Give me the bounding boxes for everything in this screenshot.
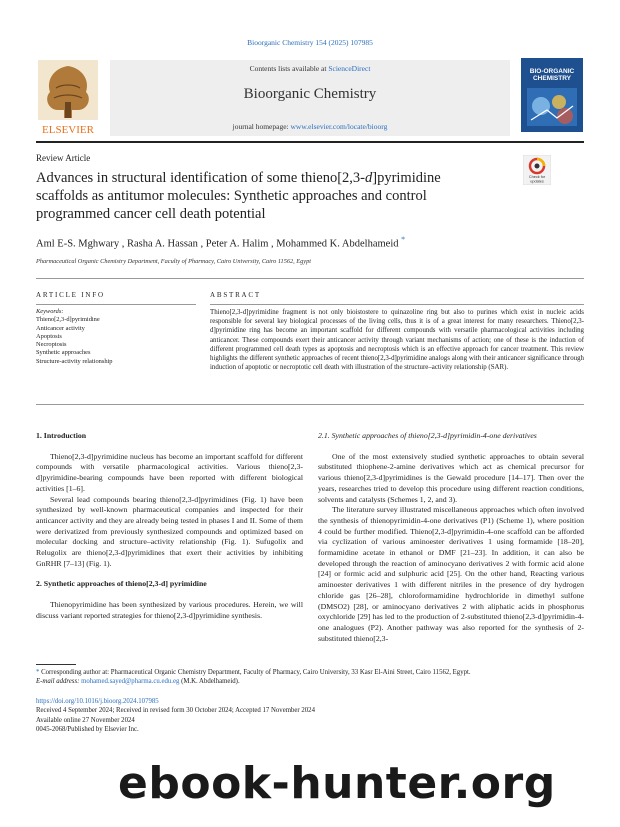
- journal-homepage: [110, 122, 510, 131]
- keywords-label: Keywords:: [36, 308, 64, 315]
- keyword-item: Necroptosis: [36, 341, 67, 349]
- homepage-link[interactable]: www.elsevier.com/locate/bioorg: [290, 122, 388, 131]
- body-left-column: [36, 431, 303, 622]
- abstract-text: Thieno[2,3-d]pyrimidine fragment is not only bioistostere to quinazoline ring but also to purines which exist in nucleic acids responsible for several key biological processes of the living cells, thus it is of a great interest for many researchers. Thieno[2,3-d]pyrimidine ring has become an important scaffold for different compounds with versatile pharmacological activities including anticancer. These compounds exert their anticancer activity through variant mechanisms of action; one of these is the induction of different programmed cell death types as apoptosis and necroptosis which is an effective approach for cancer treatment. This review highlights the different synthetic approaches of recent thieno[2,3-d]pyrimidine analogs along with their anticancer significance through induction of apoptotic or necroptotic cell death with illustration of the structure–activity relationship (SAR).: [210, 309, 584, 372]
- section-2-1-heading: 2.1. Synthetic approaches of thieno[2,3-d]pyrimidin-4-one derivatives: [318, 431, 537, 440]
- header-rule: [36, 141, 584, 143]
- watermark-text: ebook-hunter.org: [118, 758, 556, 809]
- contents-line: [110, 64, 510, 73]
- copyright-line: 0045-2068/Published by Elsevier Inc.: [36, 725, 139, 733]
- abstract-rule: [210, 304, 584, 305]
- body-right-column: [318, 431, 584, 644]
- article-info-rule: [36, 304, 196, 305]
- keyword-item: Anticancer activity: [36, 324, 85, 332]
- journal-reference[interactable]: Bioorganic Chemistry 154 (2025) 107985: [247, 38, 373, 47]
- abstract-bottom-rule: [36, 404, 584, 405]
- journal-title: Bioorganic Chemistry: [243, 86, 377, 102]
- homepage-prefix: journal homepage:: [232, 122, 291, 131]
- svg-text:updates: updates: [530, 179, 544, 184]
- doi-link[interactable]: https://doi.org/10.1016/j.bioorg.2024.107985: [36, 698, 159, 705]
- section-2-heading: 2. Synthetic approaches of thieno[2,3-d] pyrimidine: [36, 579, 207, 589]
- available-online: Available online 27 November 2024: [36, 716, 135, 724]
- authors-text: Aml E-S. Mghwary , Rasha A. Hassan , Peter A. Halim , Mohammed K. Abdelhameid: [36, 238, 399, 250]
- journal-cover-thumbnail[interactable]: [521, 58, 583, 132]
- keywords-list: [36, 308, 196, 366]
- title-italic: d: [364, 170, 373, 186]
- check-updates-icon: [523, 155, 551, 185]
- sciencedirect-link[interactable]: ScienceDirect: [328, 64, 371, 73]
- corresponding-author-marker[interactable]: *: [401, 235, 406, 244]
- keyword-item: Synthetic approaches: [36, 349, 91, 357]
- affiliation-rule: [36, 278, 584, 279]
- section-1-paragraph-2: Several lead compounds bearing thieno[2,3-d]pyrimidines (Fig. 1) have been synthesized by well-known pharmaceutical companies and inspected for their anticancer activity and they are already being tested in phases I and II. Some of them were derivatized from previously synthesized compounds and optimized based on molecular docking and structure–activity relationship (Fig. 1). Sufugolix and Relugolix are thieno[2,3-d]pyrimidines that exert their activities by inhibiting GnRHR [7–13] (Fig. 1).: [36, 494, 303, 568]
- check-for-updates-badge[interactable]: [523, 155, 551, 185]
- article-type: Review Article: [36, 153, 91, 163]
- abstract-heading: ABSTRACT: [210, 291, 261, 299]
- footnote-text: Corresponding author at: Pharmaceutical Organic Chemistry Department, Faculty of Pharmacy, Cairo University, 33 Kasr El-Aini Street, Cairo 11562, Egypt.: [39, 669, 471, 676]
- corresponding-author-footnote: [36, 668, 584, 687]
- contents-prefix: Contents lists available at: [249, 64, 329, 73]
- article-title: [36, 169, 476, 223]
- cover-art-image: [527, 88, 577, 126]
- elsevier-logo: [36, 58, 100, 136]
- elsevier-tree-icon: [36, 58, 100, 136]
- keyword-item: Thieno[2,3-d]pyrimidine: [36, 316, 100, 324]
- publisher-wordmark: ELSEVIER: [42, 124, 94, 136]
- email-link[interactable]: mohamed.sayed@pharma.cu.edu.eg: [81, 678, 180, 686]
- publication-info: [36, 697, 584, 734]
- email-label: E-mail address:: [36, 678, 82, 686]
- title-part-2: ]pyrimidine scaffolds as antitumor molecules: Synthetic approaches and control programmed cancer cell death potential: [36, 170, 441, 222]
- title-part-1: Advances in structural identification of some thieno[2,3-: [36, 170, 365, 186]
- svg-text:Check for: Check for: [528, 175, 546, 179]
- section-1-paragraph-1: Thieno[2,3-d]pyrimidine nucleus has become an important scaffold for different compounds with versatile pharmacological activities. Various thieno[2,3-d]pyrimidine-bearing compounds have been reported with different biological activities [1–6].: [36, 451, 303, 493]
- section-2-paragraph-1: Thienopyrimidine has been synthesized by various procedures. Herein, we will discuss variant reported strategies for thieno[2,3-d]pyrimidine synthesis.: [36, 600, 303, 620]
- keyword-item: Structure-activity relationship: [36, 357, 113, 365]
- keyword-item: Apoptosis: [36, 332, 62, 340]
- affiliation: Pharmaceutical Organic Chemistry Department, Faculty of Pharmacy, Cairo University, Cairo 11562, Egypt: [36, 258, 311, 265]
- author-list: [36, 235, 584, 250]
- section-1-heading: 1. Introduction: [36, 431, 87, 440]
- cover-title: BIO-ORGANIC CHEMISTRY: [529, 68, 575, 82]
- email-suffix: (M.K. Abdelhameid).: [179, 678, 240, 686]
- received-dates: Received 4 September 2024; Received in revised form 30 October 2024; Accepted 17 November 2024: [36, 707, 315, 715]
- section-2-1-paragraph-1: One of the most extensively studied synthetic approaches to obtain several substituted thiophene-2-amine derivatives which act as chemical precursor for various thieno[2,3-d]pyrimidines is the Gewald procedure [14–17]. Then over the years, researches tried to develop this procedure using different reaction conditions, solvents and catalysts (Schemes 1, 2, and 3).: [318, 451, 584, 504]
- article-info-heading: ARTICLE INFO: [36, 291, 105, 299]
- footnote-rule: [36, 664, 76, 665]
- section-2-1-paragraph-2: The literature survey illustrated miscellaneous approaches which often involved the synthesis of thienopyrimidin-4-one derivatives (P1) (Scheme 1), where position 4 could be further modified. Thieno[2,3-d]pyrimidin-4-one scaffold can be afforded via cyclization of various aminoester derivatives 1 using formamide [18–20], formamidine acetate in ethanol or DMF [21–23]. In addition, it can also be developed through the reaction of aminocyano derivatives 2 with formic acid alone [24] or formic acid and sulphuric acid [25]. On the other hand, Reacting various aminoester derivatives 1 with different nitriles in the presence of dry hydrogen chloride gas [26–28], chloroformamidine hydrochloride in dimethyl sulfone (DMSO2) [28], or aminocyano derivatives 2 with aliphatic acids in phosphorus oxychloride [29] has led to the production of 2-substituted thieno[2,3-d]pyrimidin-4-one analogues (P2). Another pathway was also reported for the synthesis of 2-substituted thieno[2,3-: [318, 505, 584, 643]
- footnote-marker: *: [36, 669, 40, 676]
